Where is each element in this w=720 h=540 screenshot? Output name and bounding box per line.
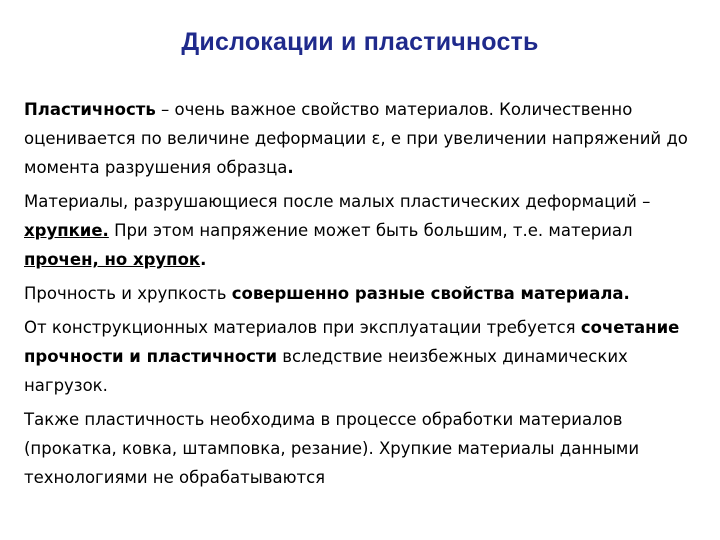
p2-text1: Материалы, разрушающиеся после малых пластических деформаций – [24, 192, 651, 211]
p2-dot: . [200, 250, 207, 269]
p2-text2: При этом напряжение может быть большим, т.е. материал [108, 221, 633, 240]
paragraph-plasticity [24, 95, 704, 182]
p4-bold: сочетание прочности и пластичности [24, 318, 680, 366]
slide-title: Дислокации и пластичность [181, 28, 539, 56]
p3-bold: совершенно разные свойства материала. [231, 284, 630, 303]
term-brittle: хрупкие. [24, 221, 109, 240]
p1-dot: . [287, 158, 294, 177]
paragraph-processing [24, 405, 704, 492]
paragraph-structural-materials [24, 313, 704, 400]
p5-text1: Также пластичность необходима в процессе обработки материалов (прокатка, ковка, штамповка, резание). Хрупкие материалы данными технологиями не обрабатываются [24, 410, 640, 487]
term-strong-but-brittle: прочен, но хрупок [24, 250, 201, 269]
term-plasticity: Пластичность [24, 100, 156, 119]
slide-body [24, 95, 704, 497]
paragraph-strength-vs-brittleness [24, 279, 704, 308]
paragraph-brittle-materials [24, 187, 704, 274]
p1-text: – очень важное свойство материалов. Количественно оценивается по величине деформации ε, е при увеличении напряжений до момента разрушения образца [24, 100, 688, 177]
p4-text1: От конструкционных материалов при эксплуатации требуется [24, 318, 581, 337]
p3-text1: Прочность и хрупкость [24, 284, 232, 303]
p4-text2: вследствие неизбежных динамических нагрузок. [24, 347, 628, 395]
